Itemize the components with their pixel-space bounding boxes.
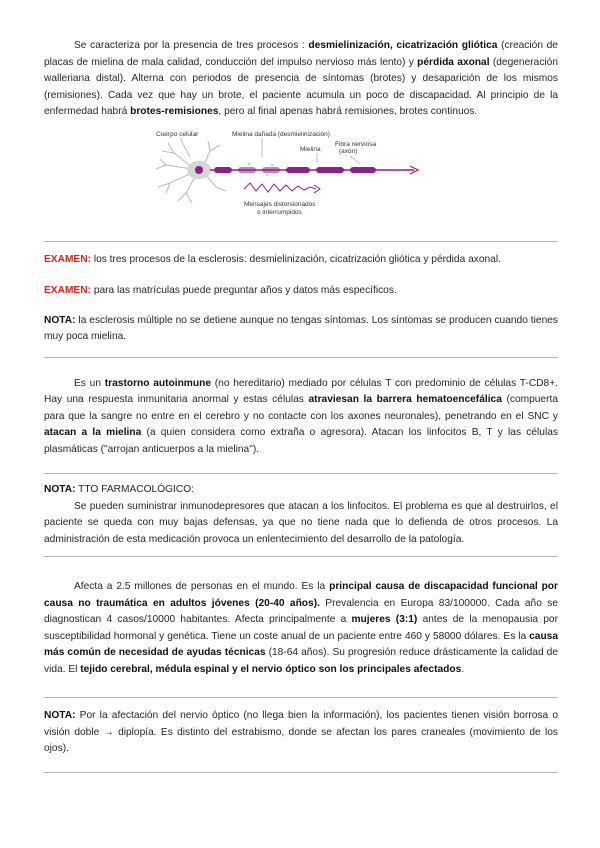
label-mielina: Mielina (300, 145, 321, 153)
text: (no hereditario) mediado por células T con predominio de células T-CD8+. Hay una respuesta inmunitaria anormal y estas células (44, 377, 558, 405)
exam-note-2 (44, 283, 558, 300)
bold-text: pérdida axonal (417, 56, 490, 68)
text: para las matrículas puede preguntar años y datos más específicos. (90, 285, 397, 296)
divider (44, 357, 558, 358)
text: , pero al final apenas habrá remisiones, brotes continuos. (218, 106, 478, 117)
label-mielina-danada: Mielina dañada (desmielinización) (232, 130, 330, 138)
bold-text: atacan a la mielina (44, 427, 142, 438)
label-fibra-nerviosa: Fibra nerviosa (335, 140, 377, 148)
nota-title: TTO FARMACOLÓGICO: (75, 484, 194, 495)
exam-note-1 (44, 252, 558, 269)
nota-label: NOTA: (44, 484, 76, 495)
text: antes de la menopausia por susceptibilidad hormonal y genética. Tiene un coste anual de un paciente entre 460 y 58000 dólares. Es la (44, 614, 558, 642)
nota-label: NOTA: (44, 314, 76, 326)
nota-3 (44, 708, 558, 758)
label-mensajes-1: Mensajes distorsionados (244, 200, 316, 208)
label-mensajes-2: o interrumpidos (257, 208, 302, 216)
bold-text: mujeres (3:1) (351, 614, 418, 625)
text: los tres procesos de la esclerosis: desmielinización, cicatrización gliótica y pérdida axonal. (90, 253, 501, 265)
divider (44, 556, 558, 557)
text: Se caracteriza por la presencia de tres procesos : (74, 40, 309, 51)
label-axon: (axón) (339, 147, 358, 155)
bold-text: causa más común de necesidad de ayudas técnicas (44, 630, 558, 658)
neuron-figure (44, 127, 558, 227)
distorted-message-line (244, 183, 316, 192)
text: Por la afectación del nervio óptico (no llega bien la información), los pacientes tienen visión borrosa o visión doble → diplopía. Es distinto del estrabismo, donde se afectan los pares craneales (movimiento de los ojos). (44, 710, 558, 754)
nota-2-heading (44, 482, 558, 499)
divider (44, 772, 558, 773)
text: la esclerosis múltiple no se detiene aunque no tengas síntomas. Los síntomas se producen cuando tienes muy poca mielina. (44, 314, 558, 342)
bold-text: tejido cerebral, médula espinal y el nervio óptico son los principales afectados (80, 663, 462, 675)
divider (44, 697, 558, 698)
nota-label: NOTA: (44, 710, 76, 721)
label-cuerpo-celular: Cuerpo celular (156, 130, 199, 138)
text: (creación de placas de mielina de mala calidad, conducción del impulso nervioso más lento) y (44, 40, 558, 68)
text: Afecta a 2.5 millones de personas en el mundo. Es la (74, 581, 330, 592)
bold-text: brotes-remisiones (130, 106, 219, 117)
divider (44, 473, 558, 474)
text: (compuerta para que la sangre no entre en el cerebro y no contacte con los axones neuronales), penetrando en el SNC y (44, 394, 558, 422)
nucleus (195, 166, 203, 174)
document-page (44, 38, 558, 773)
text: (degeneración walleriana distal). Alterna con periodos de presencia de síntomas (brotes) y desaparición de los mismos (remisiones). Cada vez que hay un brote, el paciente acumula un poco de discapacidad. Al principio de la enfermedad habrá (44, 56, 559, 117)
bold-text: atraviesan la barrera hematoencefálica (308, 394, 502, 405)
divider (44, 241, 558, 242)
exam-label: EXAMEN: (44, 285, 91, 296)
nota-2-text: Se pueden suministrar inmunodepresores que atacan a los linfocitos. El problema es que al destruirlos, el paciente se queda con muy bajas defensas, ya que no tiene nada que lo defienda de otros procesos. La administración de esta medicación provoca un enlentecimiento del desarrollo de la patología. (44, 500, 558, 545)
bold-text: trastorno autoinmune (104, 377, 211, 389)
nota-1 (44, 313, 558, 346)
neuron-diagram (152, 127, 452, 227)
myelin-segments (214, 167, 376, 173)
text: Prevalencia en Europa 83/100000. Cada año se diagnostican 4 casos/10000 habitantes. Afecta principalmente a (44, 597, 558, 625)
bold-text: desmielinización, cicatrización gliótica (308, 40, 498, 51)
text: (a quien considera como extraña o agresora). Atacan los linfocitos B, T y las células plasmáticas ("arrojan anticuerpos a la mielina"). (44, 427, 558, 455)
bold-text: principal causa de discapacidad funcional por causa no traumática en adultos jóvenes (20-40 años). (44, 581, 558, 609)
epidemiology-paragraph (44, 579, 558, 678)
autoimmune-paragraph (44, 376, 558, 459)
text: . (461, 663, 465, 675)
exam-label: EXAMEN: (44, 253, 91, 265)
text: (18-64 años). Su progresión reduce drásticamente la calidad de vida. El (44, 647, 558, 675)
text: Es un (74, 377, 105, 389)
intro-paragraph (44, 38, 558, 121)
